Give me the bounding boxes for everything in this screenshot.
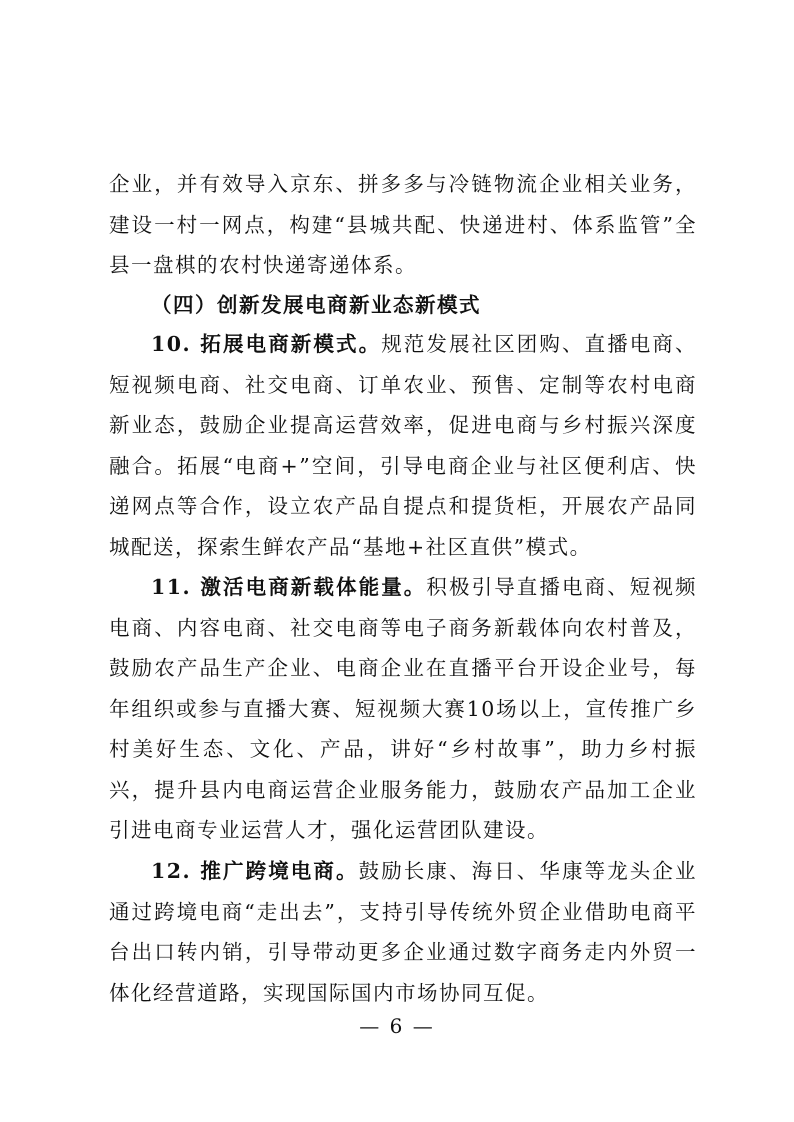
item-12-paragraph <box>109 851 697 1013</box>
item-11-body: 积极引导直播电商、短视频电商、内容电商、社交电商等电子商务新载体向农村普及，鼓励农产品生产企业、电商企业在直播平台开设企业号，每年组织或参与直播大赛、短视频大赛10场以上，宣传推广乡村美好生态、文化、产品，讲好“乡村故事”，助力乡村振兴，提升县内电商运营企业服务能力，鼓励农产品加工企业引进电商专业运营人才，强化运营团队建设。 <box>109 575 697 842</box>
page-number: — 6 — <box>359 1014 435 1038</box>
item-11-paragraph <box>109 567 697 851</box>
item-11-lead: 11. 激活电商新载体能量。 <box>151 575 427 599</box>
section-heading: （四）创新发展电商新业态新模式 <box>151 293 481 317</box>
item-10-lead: 10. 拓展电商新模式。 <box>151 332 382 356</box>
item-12-lead: 12. 推广跨境电商。 <box>151 859 359 883</box>
continuation-paragraph: 企业，并有效导入京东、拼多多与冷链物流企业相关业务，建设一村一网点，构建“县城共配、快递进村、体系监管”全县一盘棋的农村快递寄递体系。 <box>109 172 697 277</box>
item-12-body: 鼓励长康、海日、华康等龙头企业通过跨境电商“走出去”，支持引导传统外贸企业借助电商平台出口转内销，引导带动更多企业通过数字商务走内外贸一体化经营道路，实现国际国内市场协同互促。 <box>109 859 698 1005</box>
item-10-body: 规范发展社区团购、直播电商、短视频电商、社交电商、订单农业、预售、定制等农村电商新业态，鼓励企业提高运营效率，促进电商与乡村振兴深度融合。拓展“电商+”空间，引导电商企业与社区便利店、快递网点等合作，设立农产品自提点和提货柜，开展农产品同城配送，探索生鲜农产品“基地+社区直供”模式。 <box>109 332 697 559</box>
item-10-paragraph <box>109 324 697 567</box>
